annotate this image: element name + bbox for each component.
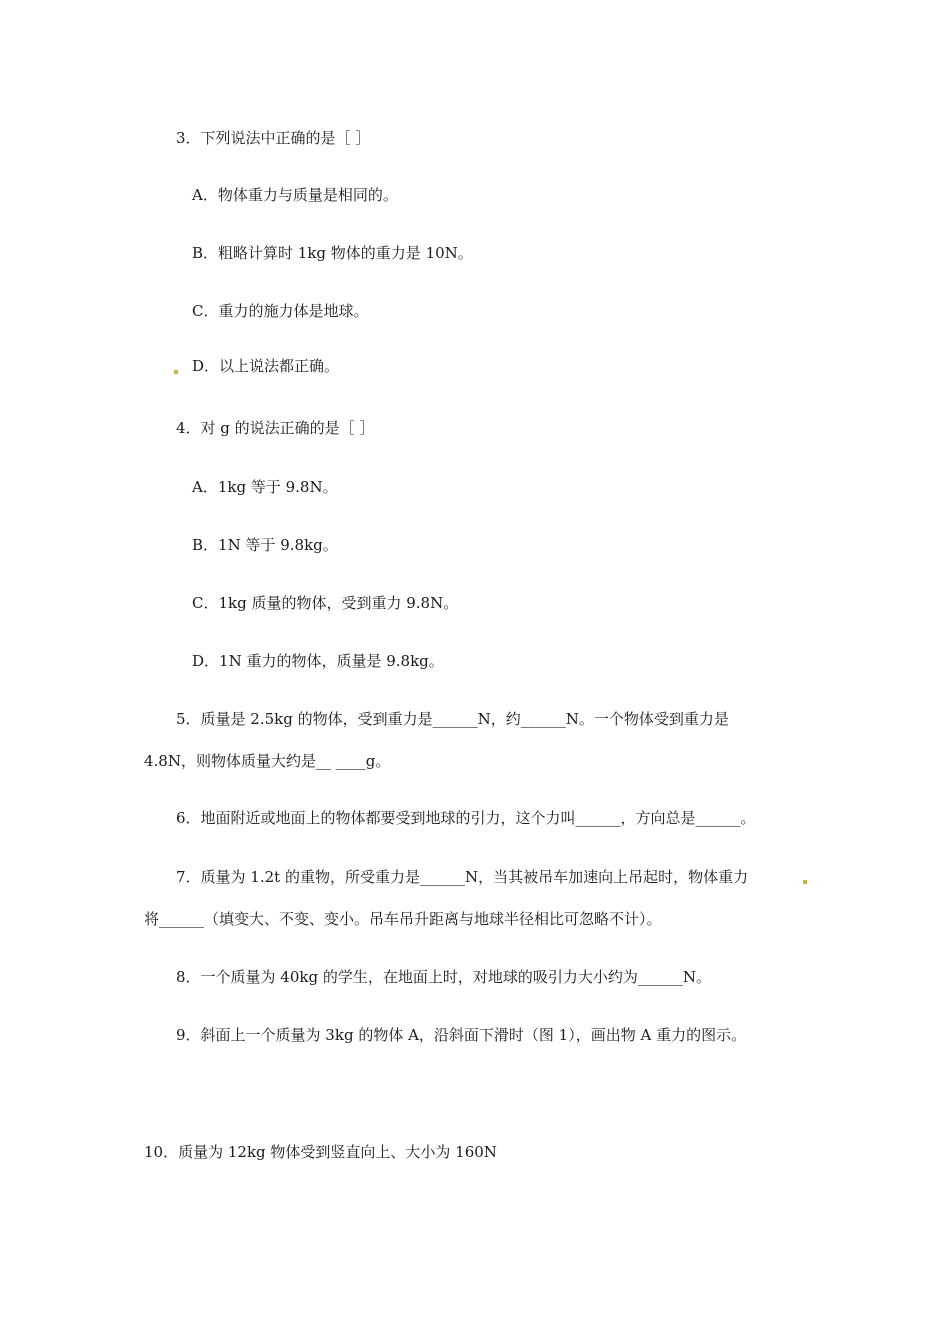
question-5-line-2: 4.8N，则物体质量大约是__ ____g。 bbox=[144, 752, 391, 770]
question-10: 10．质量为 12kg 物体受到竖直向上、大小为 160N bbox=[144, 1143, 497, 1161]
question-4-option-c: C．1kg 质量的物体，受到重力 9.8N。 bbox=[192, 594, 459, 612]
question-4-option-d: D．1N 重力的物体，质量是 9.8kg。 bbox=[192, 652, 444, 670]
question-7-line-1: 7．质量为 1.2t 的重物，所受重力是______N，当其被吊车加速向上吊起时，物体重力 bbox=[176, 868, 749, 886]
question-8: 8．一个质量为 40kg 的学生，在地面上时，对地球的吸引力大小约为______N。 bbox=[176, 968, 711, 986]
question-6: 6．地面附近或地面上的物体都要受到地球的引力，这个力叫______，方向总是______。 bbox=[176, 809, 756, 827]
question-3-option-a: A．物体重力与质量是相同的。 bbox=[192, 186, 398, 204]
question-4-option-b: B．1N 等于 9.8kg。 bbox=[192, 536, 338, 554]
question-3-option-c: C．重力的施力体是地球。 bbox=[192, 302, 369, 320]
question-4-option-a: A．1kg 等于 9.8N。 bbox=[192, 478, 338, 496]
question-5-line-1: 5．质量是 2.5kg 的物体，受到重力是______N，约______N。一个物体受到重力是 bbox=[176, 710, 729, 728]
question-3-stem: 3．下列说法中正确的是［ ］ bbox=[176, 129, 371, 147]
question-3-option-b: B．粗略计算时 1kg 物体的重力是 10N。 bbox=[192, 244, 473, 262]
scan-speck bbox=[803, 880, 807, 884]
scan-speck bbox=[174, 370, 178, 374]
question-3-option-d: D．以上说法都正确。 bbox=[192, 357, 340, 375]
question-4-stem: 4．对 g 的说法正确的是［ ］ bbox=[176, 419, 375, 437]
question-7-line-2: 将______（填变大、不变、变小。吊车吊升距离与地球半径相比可忽略不计）。 bbox=[144, 910, 662, 928]
question-9: 9．斜面上一个质量为 3kg 的物体 A，沿斜面下滑时（图 1），画出物 A 重力的图示。 bbox=[176, 1026, 747, 1044]
